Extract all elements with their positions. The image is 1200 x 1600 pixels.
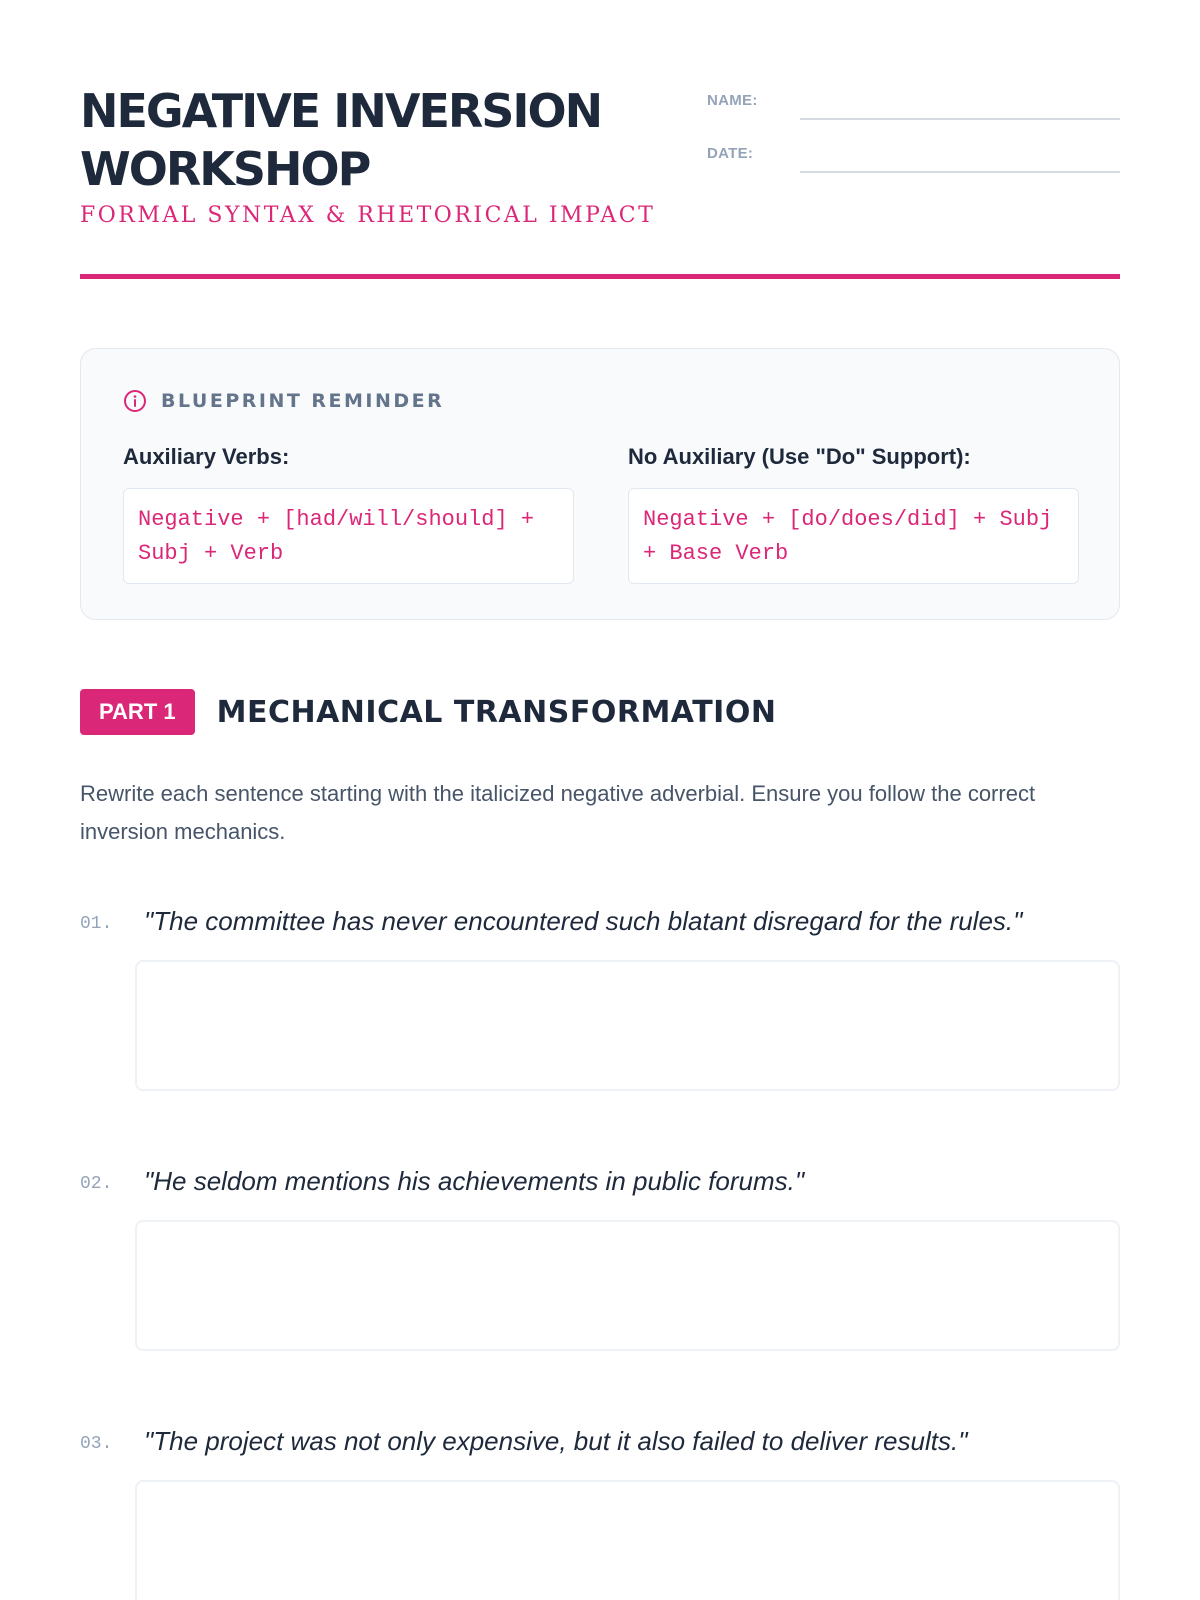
question-text: "He seldom mentions his achievements in public forums.": [144, 1166, 805, 1196]
part1-heading: [80, 689, 776, 735]
question-text: "The committee has never encountered such blatant disregard for the rules.": [144, 906, 1023, 936]
worksheet-header: [80, 82, 1120, 282]
info-icon: [123, 389, 147, 413]
question-number: 02.: [80, 1174, 113, 1194]
name-label: NAME:: [707, 92, 758, 109]
blueprint-title: BLUEPRINT REMINDER: [161, 390, 445, 412]
question-number: 03.: [80, 1434, 113, 1454]
page-subtitle: FORMAL SYNTAX & RHETORICAL IMPACT: [80, 203, 656, 228]
blueprint-heading: [123, 389, 444, 413]
do-support-label: No Auxiliary (Use "Do" Support):: [628, 444, 971, 469]
auxiliary-verbs-column: [123, 444, 574, 584]
do-support-formula: Negative + [do/does/did] + Subj + Base Verb: [628, 488, 1079, 584]
answer-box[interactable]: [135, 960, 1120, 1091]
do-support-column: [628, 444, 1079, 584]
date-row: [707, 135, 1120, 188]
name-field[interactable]: [800, 118, 1120, 120]
part-badge: PART 1: [80, 689, 195, 735]
part-title: MECHANICAL TRANSFORMATION: [216, 694, 777, 730]
auxiliary-verbs-label: Auxiliary Verbs:: [123, 444, 290, 469]
name-row: [707, 82, 1120, 135]
answer-box[interactable]: [135, 1220, 1120, 1351]
part1-instructions: Rewrite each sentence starting with the italicized negative adverbial. Ensure you follow the correct inversion mechanics.: [80, 781, 1036, 844]
student-info: [707, 82, 1120, 188]
answer-box[interactable]: [135, 1480, 1120, 1600]
question-number: 01.: [80, 914, 113, 934]
date-field[interactable]: [800, 171, 1120, 173]
date-label: DATE:: [707, 145, 754, 162]
blueprint-reminder-box: [80, 348, 1120, 620]
page-title: NEGATIVE INVERSION WORKSHOP: [80, 84, 602, 196]
header-divider: [80, 274, 1120, 279]
question-text: "The project was not only expensive, but it also failed to deliver results.": [144, 1426, 968, 1456]
auxiliary-verbs-formula: Negative + [had/will/should] + Subj + Verb: [123, 488, 574, 584]
